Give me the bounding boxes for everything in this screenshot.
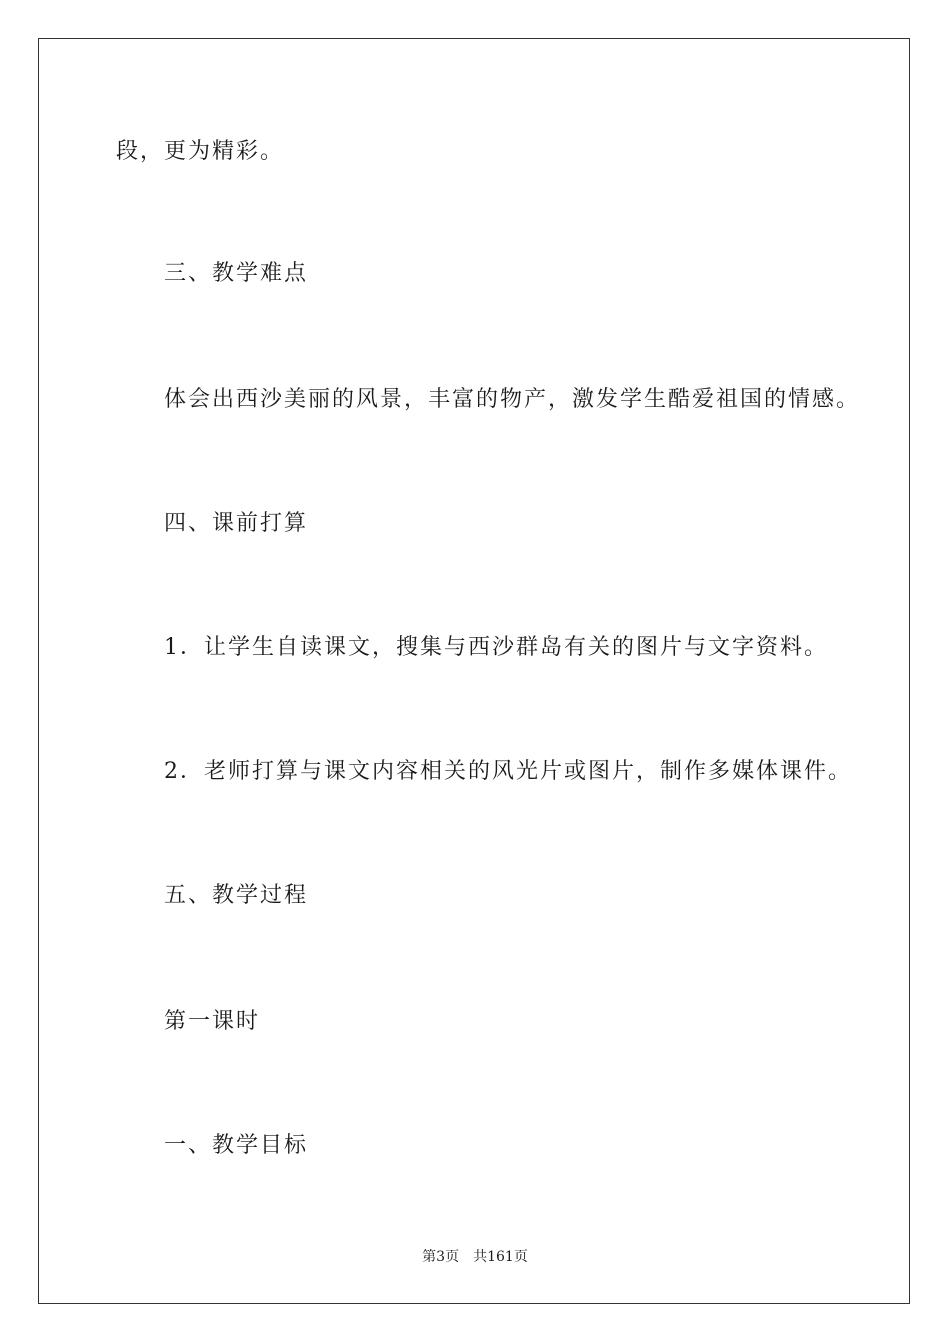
paragraph-difficulty-text: 体会出西沙美丽的风景，丰富的物产，激发学生酷爱祖国的情感。 (164, 387, 861, 412)
page-number: 第3页 (422, 1249, 460, 1265)
subheading-first-lesson: 第一课时 (164, 1009, 261, 1034)
heading-teaching-process: 五、教学过程 (164, 883, 309, 908)
page-border (38, 38, 910, 1304)
page-total: 共161页 (473, 1249, 528, 1265)
list-item-preparation-1: 1．让学生自读课文，搜集与西沙群岛有关的图片与文字资料。 (164, 635, 828, 660)
heading-teaching-objectives: 一、教学目标 (164, 1133, 309, 1158)
list-item-preparation-2: 2．老师打算与课文内容相关的风光片或图片，制作多媒体课件。 (164, 759, 852, 784)
page-footer (0, 1248, 950, 1266)
heading-teaching-difficulty: 三、教学难点 (164, 261, 309, 286)
paragraph-continuation: 段，更为精彩。 (116, 139, 285, 164)
heading-preparation: 四、课前打算 (164, 511, 309, 536)
